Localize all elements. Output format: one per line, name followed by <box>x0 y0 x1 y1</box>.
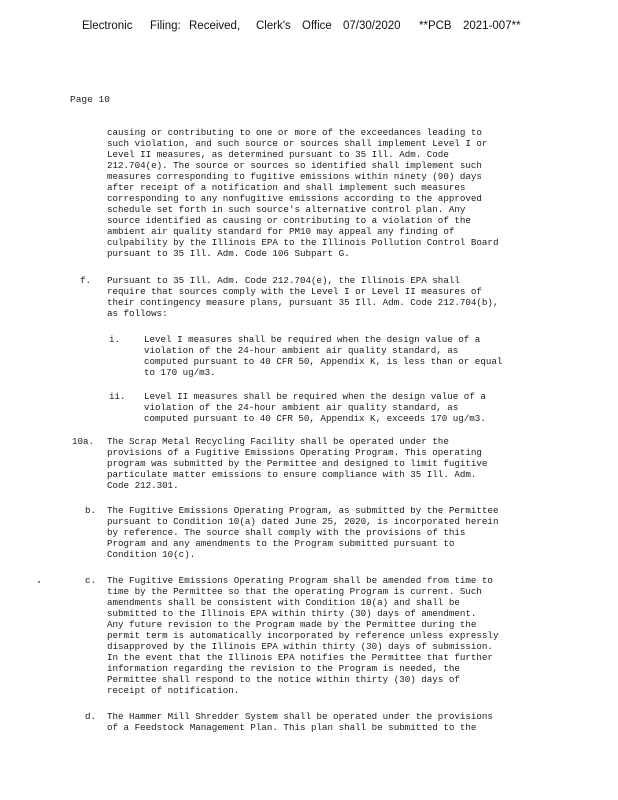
item-label: ii. <box>109 391 126 402</box>
item-label: f. <box>80 275 92 286</box>
text-line: schedule set forth in such source's alternative control plan. Any <box>107 204 466 215</box>
page-label: Page 10 <box>70 94 110 105</box>
text-line: computed pursuant to 40 CFR 50, Appendix K, exceeds 170 ug/m3. <box>144 413 486 424</box>
text-line: Level II measures shall be required when the design value of a <box>144 391 486 402</box>
text-line: violation of the 24-hour ambient air quality standard, as <box>144 402 459 413</box>
header-docket: 2021-007** <box>463 20 521 32</box>
text-line: Pursuant to 35 Ill. Adm. Code 212.704(e), the Illinois EPA shall <box>107 275 460 286</box>
text-line: pursuant to 35 Ill. Adm. Code 106 Subpart G. <box>107 248 350 259</box>
text-line: Level II measures, as determined pursuant to 35 Ill. Adm. Code <box>107 149 449 160</box>
header-filing: Filing: <box>150 20 181 32</box>
text-line: such violation, and such source or sources shall implement Level I or <box>107 138 488 149</box>
text-line: Any future revision to the Program made by the Permittee during the <box>107 619 477 630</box>
text-line: violation of the 24-hour ambient air quality standard, as <box>144 345 459 356</box>
item-label: d. <box>85 711 97 722</box>
text-line: receipt of notification. <box>107 685 240 696</box>
item-label: i. <box>109 334 121 345</box>
header-received: Received, <box>189 20 241 32</box>
text-line: ambient air quality standard for PM10 may appeal any finding of <box>107 226 455 237</box>
text-line: as follows: <box>107 308 168 319</box>
text-line: permit term is automatically incorporated by reference unless expressly <box>107 630 499 641</box>
text-line: The Scrap Metal Recycling Facility shall be operated under the <box>107 436 449 447</box>
text-line: information regarding the revision to the Program is needed, the <box>107 663 460 674</box>
header-date: 07/30/2020 <box>343 20 401 32</box>
text-line: Program and any amendments to the Program submitted pursuant to <box>107 538 455 549</box>
text-line: provisions of a Fugitive Emissions Operating Program. This operating <box>107 447 482 458</box>
text-line: computed pursuant to 40 CFR 50, Appendix K, is less than or equal <box>144 356 503 367</box>
text-line: Condition 10(c). <box>107 549 196 560</box>
text-line: after receipt of a notification and shall implement such measures <box>107 182 466 193</box>
item-label: c. <box>85 575 97 586</box>
text-line: 212.704(e). The source or sources so identified shall implement such <box>107 160 482 171</box>
header-electronic: Electronic <box>82 20 133 32</box>
text-line: to 170 ug/m3. <box>144 367 216 378</box>
text-line: source identified as causing or contributing to a violation of the <box>107 215 471 226</box>
text-line: amendments shall be consistent with Condition 10(a) and shall be <box>107 597 460 608</box>
text-line: program was submitted by the Permittee and designed to limit fugitive <box>107 458 488 469</box>
text-line: In the event that the Illinois EPA notifies the Permittee that further <box>107 652 493 663</box>
text-line: The Fugitive Emissions Operating Program shall be amended from time to <box>107 575 493 586</box>
text-line: corresponding to any nonfugitive emissions according to the approved <box>107 193 482 204</box>
text-line: of a Feedstock Management Plan. This plan shall be submitted to the <box>107 722 477 733</box>
text-line: pursuant to Condition 10(a) dated June 25, 2020, is incorporated herein <box>107 516 499 527</box>
text-line: The Hammer Mill Shredder System shall be operated under the provisions <box>107 711 493 722</box>
header-pcb: **PCB <box>419 20 452 32</box>
text-line: particulate matter emissions to ensure compliance with 35 Ill. Adm. <box>107 469 477 480</box>
text-line: culpability by the Illinois EPA to the Illinois Pollution Control Board <box>107 237 499 248</box>
text-line: Code 212.301. <box>107 480 179 491</box>
text-line: submitted to the Illinois EPA within thirty (30) days of amendment. <box>107 608 477 619</box>
text-line: their contingency measure plans, pursuant 35 Ill. Adm. Code 212.704(b), <box>107 297 499 308</box>
scan-speck <box>38 581 40 583</box>
text-line: require that sources comply with the Level I or Level II measures of <box>107 286 482 297</box>
header-office: Office <box>302 20 332 32</box>
text-line: Permittee shall respond to the notice within thirty (30) days of <box>107 674 460 685</box>
text-line: causing or contributing to one or more of the exceedances leading to <box>107 127 482 138</box>
text-line: disapproved by the Illinois EPA within thirty (30) days of submission. <box>107 641 493 652</box>
text-line: The Fugitive Emissions Operating Program, as submitted by the Permittee <box>107 505 499 516</box>
text-line: Level I measures shall be required when the design value of a <box>144 334 481 345</box>
item-label: b. <box>85 505 97 516</box>
header-clerks: Clerk's <box>256 20 291 32</box>
text-line: measures corresponding to fugitive emissions within ninety (90) days <box>107 171 482 182</box>
text-line: by reference. The source shall comply with the provisions of this <box>107 527 466 538</box>
item-label: 10a. <box>72 436 95 447</box>
text-line: time by the Permittee so that the operating Program is current. Such <box>107 586 482 597</box>
